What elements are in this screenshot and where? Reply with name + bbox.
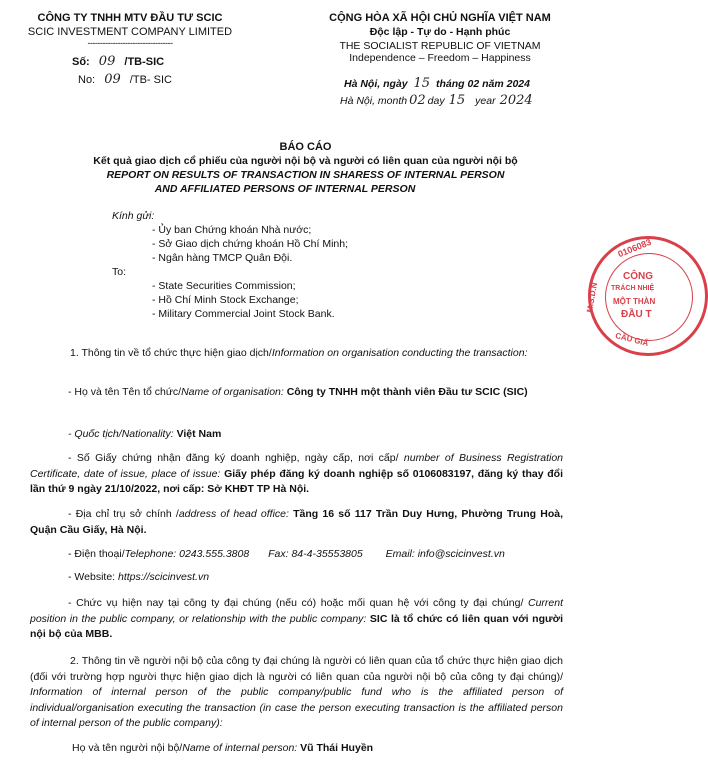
seal-line3: MỘT THÀN	[613, 297, 656, 306]
date-vn-prefix: Hà Nội, ngày	[344, 78, 408, 90]
org-name-value: Công ty TNHH một thành viên Đầu tư SCIC (SIC)	[286, 386, 528, 398]
address-label-en: address of head office:	[178, 508, 289, 520]
recipient-vn-1: - Ủy ban Chứng khoán Nhà nước;	[152, 224, 312, 236]
address-line	[30, 507, 563, 538]
so-suffix: /TB-SIC	[124, 56, 165, 68]
section2-intro-vn: 2. Thông tin về người nội bộ của công ty đại chúng là người có liên quan của tổ chức thực hiện giao dịch (đối với trường hợp người thực hiện giao dịch là người có liên quan của người nội bộ của công ty đại chúng)/	[30, 655, 563, 683]
registration-value: Giấy phép đăng ký doanh nghiệp số 0106083197, đăng ký thay đổi lần thứ 9 ngày 21/10/2022, nơi cấp: Sở KHĐT TP Hà Nội.	[30, 467, 564, 495]
org-name-label-vn: - Họ và tên Tên tổ chức/	[68, 386, 182, 398]
company-name-vn: CÔNG TY TNHH MTV ĐẦU TƯ SCIC	[37, 12, 223, 24]
internal-person-label-en: Name of internal person:	[182, 742, 298, 754]
date-en-year-label: year	[475, 95, 496, 107]
org-name-line	[30, 385, 563, 401]
date-vn-day: 15	[413, 76, 431, 91]
republic-name-en: THE SOCIALIST REPUBLIC OF VIETNAM	[339, 40, 541, 52]
position-label-vn: - Chức vụ hiện nay tại công ty đại chúng (nếu có) hoặc mối quan hệ với công ty đại chúng/	[68, 597, 524, 609]
section1-intro	[30, 346, 563, 362]
recipient-vn-2: - Sở Giao dịch chứng khoán Hồ Chí Minh;	[152, 238, 349, 250]
seal-inner-ring	[605, 253, 693, 341]
date-en-day: 15	[448, 93, 466, 108]
phone-value: Telephone: 0243.555.3808	[124, 548, 250, 560]
position-value: SIC là tổ chức có liên quan với người nội bộ của MBB.	[30, 612, 563, 640]
website-link[interactable]: https://scicinvest.vn	[118, 571, 210, 583]
seal-line1: CÔNG	[623, 271, 653, 282]
position-label-en: Current position in the public company, or relationship with the public company:	[30, 597, 564, 625]
date-en	[340, 93, 533, 108]
date-vn-mid: tháng 02 năm 2024	[436, 78, 530, 90]
seal-number: 0106083	[616, 236, 653, 260]
company-name-en: SCIC INVESTMENT COMPANY LIMITED	[27, 26, 233, 38]
company-seal	[585, 236, 708, 356]
no-label: No:	[78, 74, 96, 86]
so-label: Số:	[72, 56, 90, 68]
internal-person-label-vn: Họ và tên người nội bộ/	[72, 742, 183, 754]
position-line	[30, 596, 563, 643]
section1-intro-vn: 1. Thông tin về tổ chức thực hiện giao dịch/	[70, 347, 272, 359]
section2-intro	[30, 654, 563, 732]
recipient-vn-3: - Ngân hàng TMCP Quân Đội.	[152, 252, 293, 264]
no-number: 09	[104, 72, 121, 87]
report-heading-en-line1: REPORT ON RESULTS OF TRANSACTION IN SHARESS OF INTERNAL PERSON	[106, 169, 505, 181]
republic-name-vn: CỘNG HÒA XÃ HỘI CHỦ NGHĨA VIỆT NAM	[329, 12, 551, 24]
so-number: 09	[98, 54, 116, 69]
no-suffix: /TB- SIC	[129, 74, 172, 86]
registration-label-vn: - Số Giấy chứng nhận đăng ký doanh nghiệp, ngày cấp, nơi cấp/	[68, 452, 399, 464]
report-heading-vn: BÁO CÁO	[279, 141, 332, 153]
org-name-label-en: Name of organisation:	[181, 386, 284, 398]
section1-intro-en: Information on organisation conducting the transaction:	[271, 347, 528, 359]
to-label: To:	[112, 266, 127, 278]
seal-line2: TRÁCH NHIỆ	[611, 285, 655, 292]
document-number-en	[78, 72, 172, 87]
seal-msdn: M.S.D.N	[585, 281, 600, 314]
date-en-prefix: Hà Nội, month	[340, 95, 408, 107]
registration-line	[30, 451, 563, 498]
nationality-label-en: Nationality:	[121, 428, 174, 440]
internal-person-value: Vũ Thái Huyền	[300, 742, 374, 754]
address-label-vn: - Địa chỉ trụ sở chính /	[68, 508, 179, 520]
internal-person-line	[72, 742, 373, 754]
kinh-gui-label: Kính gửi:	[112, 210, 155, 222]
recipient-en-3: - Military Commercial Joint Stock Bank.	[152, 308, 335, 320]
phone-label-vn: - Điện thoại/	[68, 548, 125, 560]
nationality-line	[30, 427, 563, 443]
seal-bottom: CẦU GIẤ	[614, 331, 650, 348]
nationality-value: Việt Nam	[176, 428, 222, 440]
nationality-label-vn: - Quốc tịch/	[68, 428, 122, 440]
website-line	[68, 571, 209, 583]
website-label: - Website:	[68, 571, 116, 583]
address-value: Tầng 16 số 117 Trần Duy Hưng, Phường Trung Hoà, Quận Cầu Giấy, Hà Nội.	[30, 508, 563, 536]
document-number-vn	[72, 54, 164, 69]
report-subheading-vn: Kết quả giao dịch cổ phiếu của người nội bộ và người có liên quan của người nội bộ	[93, 155, 518, 167]
motto-vn: Độc lập - Tự do - Hạnh phúc	[369, 26, 511, 38]
contact-line	[68, 548, 505, 560]
date-en-day-label: day	[427, 95, 445, 107]
fax-value: Fax: 84-4-35553805	[268, 548, 363, 560]
seal-line4: ĐẦU T	[621, 309, 652, 320]
report-heading-en-line2: AND AFFILIATED PERSONS OF INTERNAL PERSON	[154, 183, 416, 195]
registration-label-en: number of Business Registration Certificate, date of issue, place of issue:	[30, 452, 563, 480]
header-divider: ----------------------------------	[87, 38, 173, 48]
email-value: Email: info@scicinvest.vn	[385, 548, 505, 560]
date-en-month: 02	[409, 93, 426, 108]
recipient-en-1: - State Securities Commission;	[152, 280, 296, 292]
date-en-year: 2024	[499, 93, 533, 108]
motto-en: Independence – Freedom – Happiness	[349, 52, 531, 64]
recipient-en-2: - Hồ Chí Minh Stock Exchange;	[152, 294, 299, 306]
section2-intro-en: Information of internal person of the public company/public fund who is the affiliated person of individual/organisation executing the transaction (in case the person executing transaction is the affiliated person of internal person of the public company):	[30, 686, 563, 729]
date-vn	[344, 76, 530, 91]
